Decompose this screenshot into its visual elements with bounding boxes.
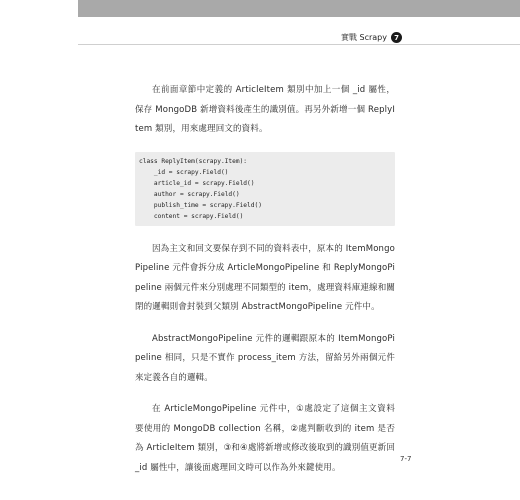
code-line: class ReplyItem(scrapy.Item): [139, 157, 248, 165]
code-line: publish_time = scrapy.Field() [139, 201, 262, 209]
running-title: 實戰 Scrapy [340, 33, 387, 42]
code-block [135, 152, 395, 226]
paragraph-article-pipeline: 在 ArticleMongoPipeline 元件中，①處設定了這個主文資料要使用的 MongoDB collection 名稱，②處判斷收到的 item 是否為 ArticleItem 類別，③和④處將新增或修改後取到的識別值更新回 _id 屬性中，讓後面處理回文時可以作為外來鍵使用。 [135, 404, 395, 473]
page-number: 7-7 [400, 455, 412, 463]
code-line: author = scrapy.Field() [139, 190, 240, 198]
paragraph-abstract-pipeline: AbstractMongoPipeline 元件的邏輯跟原本的 ItemMongoPipeline 相同，只是不實作 process_item 方法，留給另外兩個元件來定義各自的邏輯。 [135, 333, 395, 383]
code-line: content = scrapy.Field() [139, 212, 244, 220]
chapter-badge: 7 [391, 32, 402, 43]
code-line: article_id = scrapy.Field() [139, 179, 255, 187]
paragraph-intro: 在前面章節中定義的 ArticleItem 類別中加上一個 _id 屬性，保存 MongoDB 新增資料後產生的識別值。再另外新增一個 ReplyItem 類別，用來處理回文的資料。 [135, 85, 395, 134]
code-line: _id = scrapy.Field() [139, 168, 229, 176]
running-head [341, 32, 402, 43]
page-body [135, 81, 395, 490]
header-rule [78, 44, 520, 45]
paragraph-pipeline-split: 因為主文和回文要保存到不同的資料表中，原本的 ItemMongoPipeline 元件會拆分成 ArticleMongoPipeline 和 ReplyMongoPipeline 兩個元件來分別處理不同類型的 item，處理資料庫連線和關閉的邏輯則會封裝到父類別 AbstractMongoPipeline 元件中。 [135, 243, 395, 312]
top-bar [78, 0, 520, 17]
